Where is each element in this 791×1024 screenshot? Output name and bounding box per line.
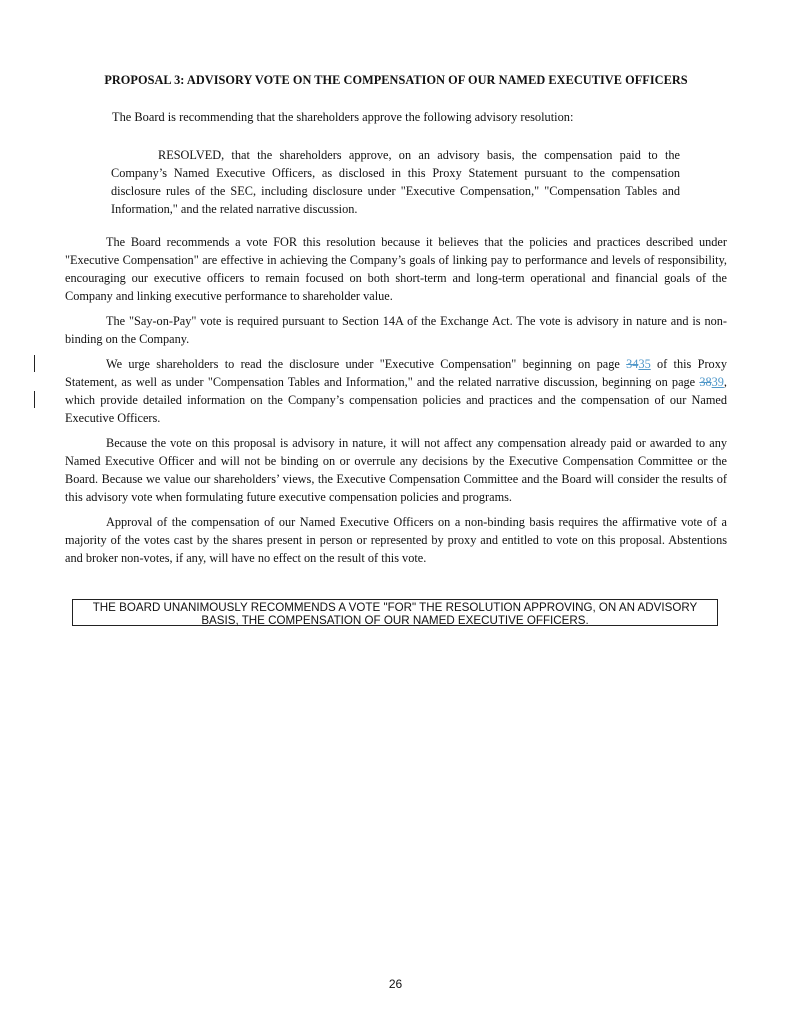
recommendation-paragraph: The Board recommends a vote FOR this resolution because it believes that the policies and practices described under "Executive Compensation" are effective in achieving the Company’s goals of linking pay to performance and levels of responsibility, encouraging our executive officers to remain focused on both short-term and long-term operational and financial goals of the Company and linking executive performance to shareholder value. bbox=[65, 235, 727, 303]
approval-paragraph: Approval of the compensation of our Named Executive Officers on a non-binding basis requires the affirmative vote of a majority of the votes cast by the shares present in person or represented by proxy and entitled to vote on this proposal. Abstentions and broker non-votes, if any, will have no effect on the result of this vote. bbox=[65, 515, 727, 565]
advisory-nature-paragraph: Because the vote on this proposal is advisory in nature, it will not affect any compensation already paid or awarded to any Named Executive Officer and will not be binding on or overrule any decisions by the Executive Compensation Committee or the Board. Because we value our shareholders’ views, the Executive Compensation Committee and the Board will consider the results of this advisory vote when formulating future executive compensation policies and programs. bbox=[65, 436, 727, 504]
deleted-page-reference: 34 bbox=[626, 357, 639, 371]
resolution-block: RESOLVED, that the shareholders approve, on an advisory basis, the compensation paid to the Company’s Named Executive Officers, as disclosed in this Proxy Statement pursuant to the compensation disclosure rules of the SEC, including disclosure under "Executive Compensation," "Compensation Tables and Information," and the related narrative discussion. bbox=[111, 148, 680, 216]
page-number: 26 bbox=[388, 977, 403, 991]
urge-paragraph bbox=[65, 355, 727, 427]
deleted-page-reference: 38 bbox=[699, 375, 712, 389]
urge-text: of this Proxy Statement, as well as under "Compensation Tables and Information," and the related narrative discussion, beginning on page bbox=[65, 357, 727, 389]
change-bar bbox=[34, 355, 35, 372]
urge-text: We urge shareholders to read the disclosure under "Executive Compensation" beginning on page bbox=[106, 357, 627, 371]
urge-text: , which provide detailed information on the Company’s compensation policies and practices and the compensation of our Named Executive Officers. bbox=[65, 375, 727, 425]
say-on-pay-paragraph: The "Say-on-Pay" vote is required pursuant to Section 14A of the Exchange Act. The vote is advisory in nature and is non-binding on the Company. bbox=[65, 314, 727, 346]
proposal-heading: PROPOSAL 3: ADVISORY VOTE ON THE COMPENSATION OF OUR NAMED EXECUTIVE OFFICERS bbox=[104, 73, 688, 87]
inserted-page-reference: 35 bbox=[638, 357, 651, 371]
change-bar bbox=[34, 391, 35, 408]
intro-sentence: The Board is recommending that the shareholders approve the following advisory resolution: bbox=[112, 110, 574, 124]
board-recommendation-box: THE BOARD UNANIMOUSLY RECOMMENDS A VOTE "FOR" THE RESOLUTION APPROVING, ON AN ADVISORY BASIS, THE COMPENSATION OF OUR NAMED EXECUTIVE OFFICERS. bbox=[72, 599, 718, 626]
inserted-page-reference: 39 bbox=[711, 375, 724, 389]
